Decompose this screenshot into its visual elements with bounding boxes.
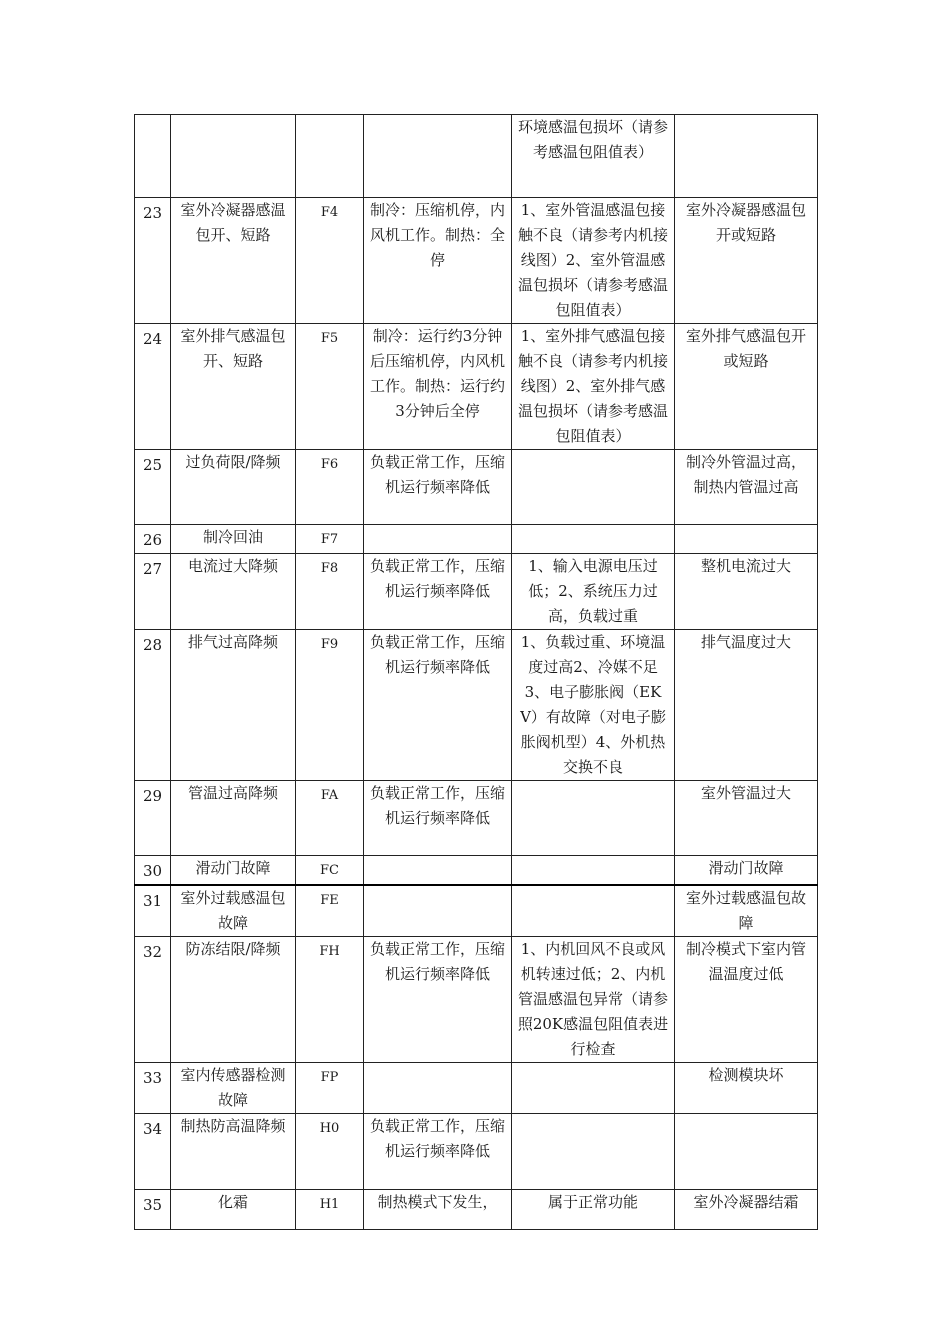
fault-status: 制热模式下发生，: [364, 1190, 512, 1230]
fault-note: 整机电流过大: [675, 554, 818, 630]
fault-name: 室外冷凝器感温包开、短路: [171, 198, 296, 324]
table-row: [135, 450, 818, 525]
fault-name: 室外排气感温包开、短路: [171, 324, 296, 450]
fault-status: 制冷：压缩机停，内风机工作。制热：全停: [364, 198, 512, 324]
fault-cause: 1、室外排气感温包接触不良（请参考内机接线图）2、室外排气感温包损坏（请参考感温包阻值表）: [512, 324, 675, 450]
table-row: [135, 198, 818, 324]
table-row: [135, 856, 818, 886]
fault-name: 排气过高降频: [171, 630, 296, 781]
fault-note: [675, 1114, 818, 1190]
fault-code: FE: [296, 885, 364, 937]
fault-status: 负载正常工作，压缩机运行频率降低: [364, 630, 512, 781]
fault-code: FH: [296, 937, 364, 1063]
fault-status: [364, 856, 512, 886]
fault-code: FA: [296, 781, 364, 856]
fault-code: F6: [296, 450, 364, 525]
fault-cause: [512, 885, 675, 937]
fault-status: [364, 1063, 512, 1114]
fault-cause: 1、输入电源电压过低；2、系统压力过高，负载过重: [512, 554, 675, 630]
fault-name: 防冻结限/降频: [171, 937, 296, 1063]
table-row: [135, 1063, 818, 1114]
fault-name: [171, 115, 296, 198]
fault-note: 室外冷凝器感温包开或短路: [675, 198, 818, 324]
table-row: [135, 885, 818, 937]
fault-name: 室内传感器检测故障: [171, 1063, 296, 1114]
fault-status: 负载正常工作，压缩机运行频率降低: [364, 937, 512, 1063]
table-row: [135, 115, 818, 198]
fault-code: FC: [296, 856, 364, 886]
fault-status: [364, 885, 512, 937]
row-number: 28: [135, 630, 171, 781]
fault-cause: [512, 781, 675, 856]
fault-cause: [512, 856, 675, 886]
row-number: 30: [135, 856, 171, 886]
table-row: [135, 1114, 818, 1190]
table-row: [135, 781, 818, 856]
fault-code: FP: [296, 1063, 364, 1114]
row-number: 25: [135, 450, 171, 525]
fault-name: 室外过载感温包故障: [171, 885, 296, 937]
fault-note: 室外管温过大: [675, 781, 818, 856]
fault-code: H1: [296, 1190, 364, 1230]
fault-status: 负载正常工作，压缩机运行频率降低: [364, 554, 512, 630]
row-number: 35: [135, 1190, 171, 1230]
fault-note: 检测模块坏: [675, 1063, 818, 1114]
fault-code: [296, 115, 364, 198]
row-number: 27: [135, 554, 171, 630]
fault-note: 室外过载感温包故障: [675, 885, 818, 937]
fault-cause: 1、负载过重、环境温度过高2、冷媒不足3、电子膨胀阀（EKV）有故障（对电子膨胀阀机型）4、外机热交换不良: [512, 630, 675, 781]
fault-name: 滑动门故障: [171, 856, 296, 886]
table-row: [135, 1190, 818, 1230]
fault-note: 室外冷凝器结霜: [675, 1190, 818, 1230]
row-number: 31: [135, 885, 171, 937]
fault-cause: 1、内机回风不良或风机转速过低；2、内机管温感温包异常（请参照20K感温包阻值表进行检查: [512, 937, 675, 1063]
row-number: 33: [135, 1063, 171, 1114]
fault-name: 化霜: [171, 1190, 296, 1230]
fault-note: [675, 525, 818, 554]
row-number: 32: [135, 937, 171, 1063]
fault-status: 负载正常工作，压缩机运行频率降低: [364, 781, 512, 856]
fault-cause: 1、室外管温感温包接触不良（请参考内机接线图）2、室外管温感温包损坏（请参考感温包阻值表）: [512, 198, 675, 324]
fault-cause: [512, 525, 675, 554]
fault-code: F7: [296, 525, 364, 554]
fault-name: 制热防高温降频: [171, 1114, 296, 1190]
fault-status: 负载正常工作，压缩机运行频率降低: [364, 450, 512, 525]
fault-name: 管温过高降频: [171, 781, 296, 856]
fault-code: H0: [296, 1114, 364, 1190]
table-row: [135, 525, 818, 554]
row-number: 24: [135, 324, 171, 450]
table-row: [135, 324, 818, 450]
fault-name: 过负荷限/降频: [171, 450, 296, 525]
fault-note: [675, 115, 818, 198]
fault-code-table: [134, 114, 818, 1230]
fault-cause: [512, 1063, 675, 1114]
fault-note: 制冷外管温过高，制热内管温过高: [675, 450, 818, 525]
fault-note: 排气温度过大: [675, 630, 818, 781]
row-number: 34: [135, 1114, 171, 1190]
fault-cause: [512, 1114, 675, 1190]
fault-cause: 环境感温包损坏（请参考感温包阻值表）: [512, 115, 675, 198]
row-number: [135, 115, 171, 198]
fault-status: 负载正常工作，压缩机运行频率降低: [364, 1114, 512, 1190]
fault-cause: 属于正常功能: [512, 1190, 675, 1230]
row-number: 29: [135, 781, 171, 856]
fault-code: F4: [296, 198, 364, 324]
fault-status: [364, 525, 512, 554]
fault-name: 电流过大降频: [171, 554, 296, 630]
row-number: 26: [135, 525, 171, 554]
fault-note: 滑动门故障: [675, 856, 818, 886]
fault-cause: [512, 450, 675, 525]
fault-note: 制冷模式下室内管温温度过低: [675, 937, 818, 1063]
table-row: [135, 937, 818, 1063]
fault-code: F5: [296, 324, 364, 450]
fault-note: 室外排气感温包开或短路: [675, 324, 818, 450]
fault-code: F8: [296, 554, 364, 630]
table-row: [135, 630, 818, 781]
fault-name: 制冷回油: [171, 525, 296, 554]
fault-status: [364, 115, 512, 198]
table-row: [135, 554, 818, 630]
row-number: 23: [135, 198, 171, 324]
fault-status: 制冷：运行约3分钟后压缩机停，内风机工作。制热：运行约3分钟后全停: [364, 324, 512, 450]
fault-code: F9: [296, 630, 364, 781]
